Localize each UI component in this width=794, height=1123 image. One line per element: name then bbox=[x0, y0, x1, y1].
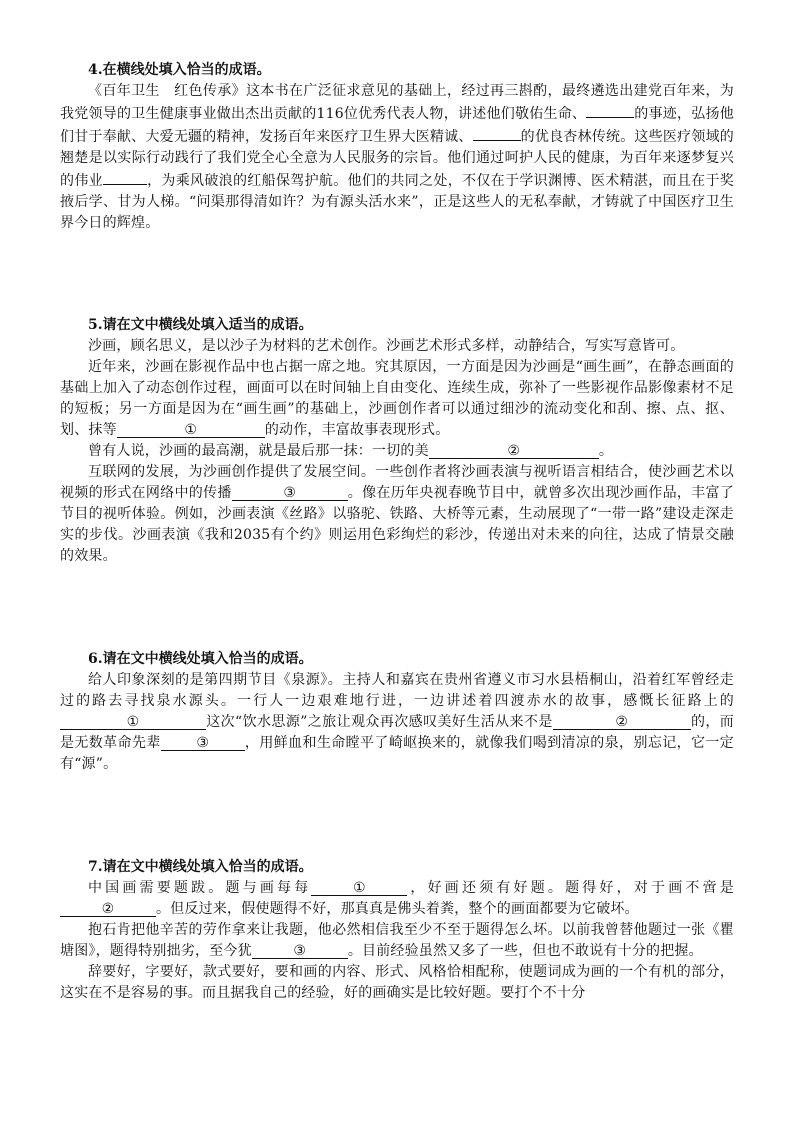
answer-blank-3[interactable]: ③ bbox=[232, 485, 348, 501]
question-4-paragraph bbox=[60, 81, 734, 234]
text-segment: 。 bbox=[598, 443, 614, 459]
question-4 bbox=[60, 60, 734, 234]
question-6-paragraph bbox=[60, 670, 734, 775]
answer-blank-1[interactable]: ① bbox=[117, 422, 265, 438]
text-segment: 的优良杏林传统。这些医疗领域的翘楚是以实际行动践行了我们党全心全意为人民服务的宗旨。他们通过呵护人民的健康，为百年来逐梦复兴的伟业 bbox=[60, 129, 734, 189]
text-segment: 《百年卫生 红色传承》这本书在广泛征求意见的基础上，经过再三斟酌，最终遴选出建党百年来，为我党领导的卫生健康事业做出杰出贡献的116位优秀代表人物，讲述他们敬佑生命、 bbox=[60, 83, 734, 122]
question-5-paragraph-4 bbox=[60, 462, 734, 567]
text-segment: 的动作，丰富故事表现形式。 bbox=[264, 422, 450, 438]
text-segment: ，好画还须有好题。题得好，对于画不啻是 bbox=[407, 880, 734, 896]
text-segment: 。目前经验虽然又多了一些，但也不敢说有十分的把握。 bbox=[347, 943, 703, 959]
question-5-title: 5.请在文中横线处填入适当的成语。 bbox=[88, 317, 313, 333]
text-segment: 曾有人说，沙画的最高潮，就是最后那一抹：一切的美 bbox=[88, 443, 429, 459]
question-7-title: 7.请在文中横线处填入恰当的成语。 bbox=[88, 859, 313, 875]
question-7-paragraph-2 bbox=[60, 920, 734, 962]
answer-blank-2[interactable]: ② bbox=[429, 443, 599, 459]
text-segment: 互联网的发展，为沙画创作提供了发展空间。一些创作者将沙画表演与视听语言相结合，使沙画艺术以视频的形式在网络中的传播 bbox=[60, 464, 734, 501]
question-6 bbox=[60, 649, 734, 775]
text-segment: 。像在历年央视春晚节目中，就曾多次出现沙画作品，丰富了节目的视听体验。例如，沙画表演《丝路》以骆驼、铁路、大桥等元素，生动展现了“一带一路”建设走深走实的步伐。沙画表演《我和2035有个约》则运用色彩绚烂的彩沙，传递出对未来的向往，达成了情景交融的效果。 bbox=[60, 485, 735, 564]
answer-blank-2[interactable]: ② bbox=[60, 901, 156, 917]
text-segment: ，用鲜血和生命瞠平了崎岖换来的，就像我们喝到清凉的泉，别忘记，它一定有“源”。 bbox=[60, 735, 734, 772]
question-7 bbox=[60, 857, 734, 1004]
text-segment: 抱石肯把他辛苦的劳作拿来让我题，他必然相信我至少不至于题得怎么坏。以前我曾替他题过一张《瞿塘图》，题得特别拙劣，至今犹 bbox=[60, 922, 734, 959]
text-segment: 这次“饮水思源”之旅让观众再次感叹美好生活从来不是 bbox=[206, 714, 553, 730]
text-segment: 给人印象深刻的是第四期节目《泉源》。主持人和嘉宾在贵州省遵义市习水县梧桐山，沿着红军曾经走过的路去寻找泉水源头。一行人一边艰难地行进，一边讲述着四渡赤水的故事，感慨长征路上的 bbox=[60, 672, 734, 709]
question-7-paragraph-3: 辞要好，字要好，款式要好，要和画的内容、形式、风格恰相配称，使题词成为画的一个有机的部分，这实在不是容易的事。而且据我自己的经验，好的画确实是比较好题。要打个不十分 bbox=[60, 964, 734, 1001]
question-5-paragraph-1: 沙画，顾名思义，是以沙子为材料的艺术创作。沙画艺术形式多样，动静结合，写实写意皆可。 bbox=[88, 338, 685, 354]
question-5 bbox=[60, 315, 734, 567]
text-segment: 近年来，沙画在影视作品中也占据一席之地。究其原因，一方面是因为沙画是“画生画”，在静态画面的基础上加入了动态创作过程，画面可以在时间轴上自由变化、连续生成，弥补了一些影视作品影像素材不足的短板；另一方面是因为在“画生画”的基础上，沙画创作者可以通过细沙的流动变化和刮、擦、点、抠、划、抹等 bbox=[60, 359, 734, 438]
answer-blank-2[interactable]: ② bbox=[553, 714, 691, 730]
question-5-paragraph-2 bbox=[60, 357, 734, 441]
text-segment: 的事迹，弘扬他们甘于奉献、大爱无疆的精神，发扬百年来医疗卫生界大医精诚、 bbox=[60, 106, 734, 145]
answer-blank-1[interactable]: ① bbox=[311, 880, 407, 896]
answer-blank-3[interactable]: ③ bbox=[161, 735, 245, 751]
answer-blank[interactable] bbox=[103, 169, 147, 185]
answer-blank[interactable] bbox=[473, 125, 521, 141]
question-7-paragraph-1 bbox=[60, 878, 734, 920]
text-segment: 。但反过来，假使题得不好，那真真是佛头着粪，整个的画面都要为它破坏。 bbox=[156, 901, 639, 917]
text-segment: 的，而是无数革命先辈 bbox=[60, 714, 734, 751]
document-page bbox=[60, 58, 734, 1004]
answer-blank[interactable] bbox=[586, 102, 634, 118]
answer-blank-3[interactable]: ③ bbox=[252, 943, 348, 959]
answer-blank-1[interactable]: ① bbox=[60, 714, 206, 730]
question-4-title: 4.在横线处填入恰当的成语。 bbox=[88, 62, 271, 78]
question-6-title: 6.请在文中横线处填入恰当的成语。 bbox=[88, 651, 313, 667]
text-segment: ，为乘风破浪的红船保驾护航。他们的共同之处，不仅在于学识渊博、医术精湛，而且在于奖掖后学、甘为人梯。“问渠那得清如许？为有源头活水来”，正是这些人的无私奉献，才铸就了中国医疗卫生界今日的辉煌。 bbox=[60, 173, 734, 231]
text-segment: 中国画需要题跋。题与画每每 bbox=[88, 880, 312, 896]
question-5-paragraph-3 bbox=[60, 441, 734, 462]
